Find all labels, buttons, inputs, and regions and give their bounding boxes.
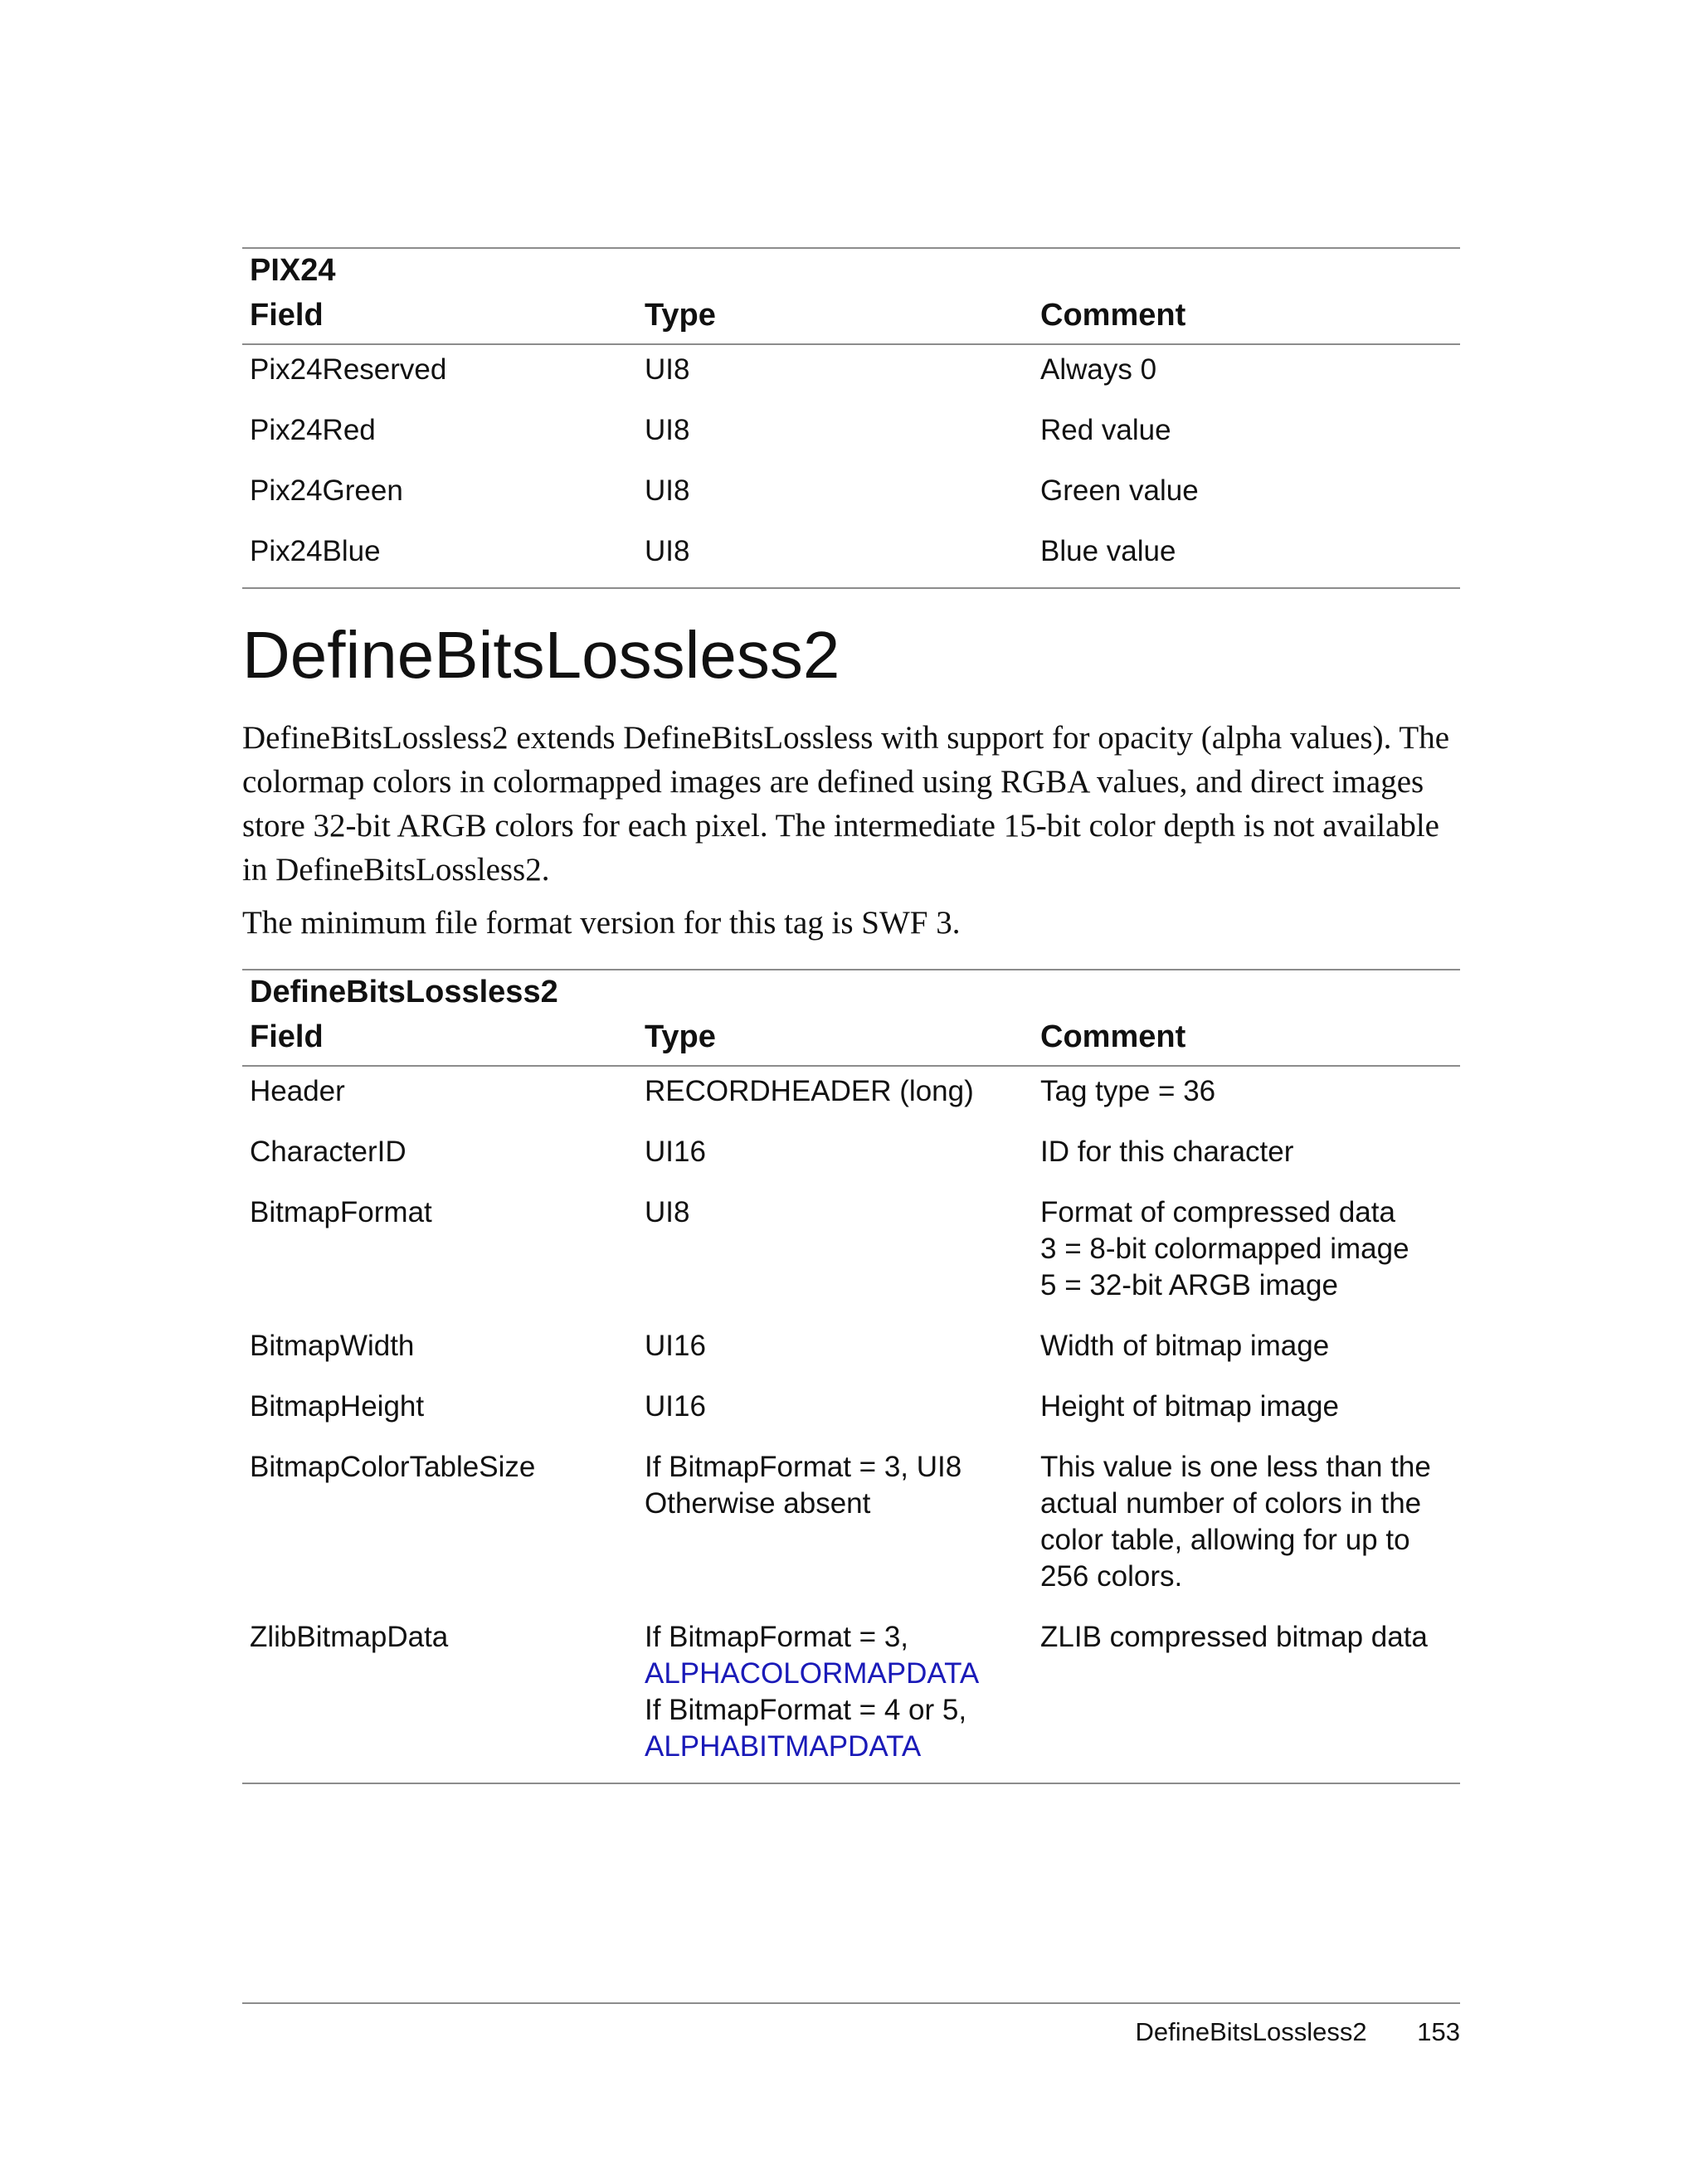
comment-cell bbox=[1033, 1127, 1460, 1188]
comment-cell bbox=[1033, 344, 1460, 406]
type-cell bbox=[637, 406, 1033, 466]
definebitslossless2-table-block bbox=[242, 969, 1460, 1784]
comment-line: Red value bbox=[1040, 414, 1171, 446]
table-row bbox=[242, 406, 1460, 466]
type-cell bbox=[637, 1612, 1033, 1783]
type-cell bbox=[637, 1188, 1033, 1321]
comment-cell bbox=[1033, 1321, 1460, 1382]
table-row bbox=[242, 527, 1460, 588]
definebitslossless2-table bbox=[242, 1014, 1460, 1784]
table-caption: PIX24 bbox=[250, 253, 336, 288]
table-row bbox=[242, 1188, 1460, 1321]
type-cell bbox=[637, 1442, 1033, 1612]
comment-line: Width of bitmap image bbox=[1040, 1330, 1330, 1362]
type-line: UI8 bbox=[645, 535, 690, 567]
type-line: UI8 bbox=[645, 1196, 690, 1228]
table-row bbox=[242, 344, 1460, 406]
alphacolormapdata-link[interactable]: ALPHACOLORMAPDATA bbox=[645, 1657, 980, 1690]
field-cell: Header bbox=[250, 1075, 345, 1107]
type-line: UI16 bbox=[645, 1390, 706, 1423]
field-cell: CharacterID bbox=[250, 1136, 406, 1168]
comment-line: 256 colors. bbox=[1040, 1560, 1183, 1593]
comment-line: ZLIB compressed bitmap data bbox=[1040, 1621, 1428, 1653]
type-line: If BitmapFormat = 3, bbox=[645, 1621, 909, 1653]
field-cell: Pix24Reserved bbox=[250, 353, 447, 386]
type-cell bbox=[637, 527, 1033, 588]
table-row bbox=[242, 1612, 1460, 1783]
column-header-comment: Comment bbox=[1033, 1014, 1460, 1066]
type-cell bbox=[637, 1127, 1033, 1188]
footer-running-title: DefineBitsLossless2 bbox=[1135, 2017, 1367, 2046]
type-line: UI8 bbox=[645, 353, 690, 386]
table-header-row bbox=[242, 292, 1460, 344]
page-footer bbox=[1136, 2016, 1461, 2049]
table-row bbox=[242, 1066, 1460, 1127]
type-line: UI8 bbox=[645, 414, 690, 446]
column-header-field: Field bbox=[242, 292, 637, 344]
field-cell: BitmapColorTableSize bbox=[250, 1451, 536, 1483]
comment-cell bbox=[1033, 1442, 1460, 1612]
field-cell: BitmapHeight bbox=[250, 1390, 425, 1423]
type-line: UI8 bbox=[645, 474, 690, 507]
comment-line: Tag type = 36 bbox=[1040, 1075, 1216, 1107]
table-caption: DefineBitsLossless2 bbox=[250, 975, 558, 1009]
comment-line: 5 = 32-bit ARGB image bbox=[1040, 1269, 1338, 1301]
comment-cell bbox=[1033, 1066, 1460, 1127]
comment-line: color table, allowing for up to bbox=[1040, 1524, 1410, 1556]
comment-cell bbox=[1033, 466, 1460, 527]
type-cell bbox=[637, 1066, 1033, 1127]
field-cell: BitmapFormat bbox=[250, 1196, 432, 1228]
field-cell: Pix24Blue bbox=[242, 527, 637, 588]
type-cell bbox=[637, 1382, 1033, 1442]
type-line: Otherwise absent bbox=[645, 1487, 871, 1520]
footer-rule bbox=[242, 2002, 1460, 2004]
table-row bbox=[242, 1382, 1460, 1442]
pix24-table-block bbox=[242, 247, 1460, 589]
page-number: 153 bbox=[1417, 2017, 1460, 2046]
comment-line: actual number of colors in the bbox=[1040, 1487, 1422, 1520]
type-line: If BitmapFormat = 4 or 5, bbox=[645, 1694, 967, 1726]
table-header-row bbox=[242, 1014, 1460, 1066]
comment-cell bbox=[1033, 1188, 1460, 1321]
section-heading: DefineBitsLossless2 bbox=[242, 618, 840, 692]
field-cell: BitmapWidth bbox=[250, 1330, 415, 1362]
version-paragraph: The minimum file format version for this tag is SWF 3. bbox=[242, 905, 961, 941]
field-cell: Pix24Red bbox=[250, 414, 376, 446]
comment-cell bbox=[1033, 1382, 1460, 1442]
comment-line: Height of bitmap image bbox=[1040, 1390, 1339, 1423]
column-header-field: Field bbox=[242, 1014, 637, 1066]
comment-cell bbox=[1033, 527, 1460, 588]
intro-paragraph: DefineBitsLossless2 extends DefineBitsLossless with support for opacity (alpha values). The colormap colors in colormapped images are defined using RGBA values, and direct images store 32-bit ARGB colors for each pixel. The intermediate 15-bit color depth is not available in DefineBitsLossless2. bbox=[242, 720, 1450, 888]
column-header-type: Type bbox=[637, 292, 1033, 344]
table-row bbox=[242, 1127, 1460, 1188]
comment-cell bbox=[1033, 1612, 1460, 1783]
comment-line: Green value bbox=[1040, 474, 1199, 507]
type-cell bbox=[637, 466, 1033, 527]
table-row bbox=[242, 466, 1460, 527]
type-line: UI16 bbox=[645, 1330, 706, 1362]
field-cell: ZlibBitmapData bbox=[242, 1612, 637, 1783]
alphabitmapdata-link[interactable]: ALPHABITMAPDATA bbox=[645, 1730, 922, 1763]
pix24-table bbox=[242, 292, 1460, 589]
comment-line: ID for this character bbox=[1040, 1136, 1294, 1168]
column-header-type: Type bbox=[637, 1014, 1033, 1066]
comment-line: This value is one less than the bbox=[1040, 1451, 1431, 1483]
type-line: UI16 bbox=[645, 1136, 706, 1168]
type-line: RECORDHEADER (long) bbox=[645, 1075, 974, 1107]
type-cell bbox=[637, 344, 1033, 406]
type-line: If BitmapFormat = 3, UI8 bbox=[645, 1451, 962, 1483]
comment-cell bbox=[1033, 406, 1460, 466]
column-header-comment: Comment bbox=[1033, 292, 1460, 344]
type-cell bbox=[637, 1321, 1033, 1382]
table-row bbox=[242, 1321, 1460, 1382]
comment-line: Always 0 bbox=[1040, 353, 1157, 386]
field-cell: Pix24Green bbox=[250, 474, 403, 507]
comment-line: 3 = 8-bit colormapped image bbox=[1040, 1233, 1409, 1265]
comment-line: Blue value bbox=[1040, 535, 1176, 567]
comment-line: Format of compressed data bbox=[1040, 1196, 1395, 1228]
table-row bbox=[242, 1442, 1460, 1612]
